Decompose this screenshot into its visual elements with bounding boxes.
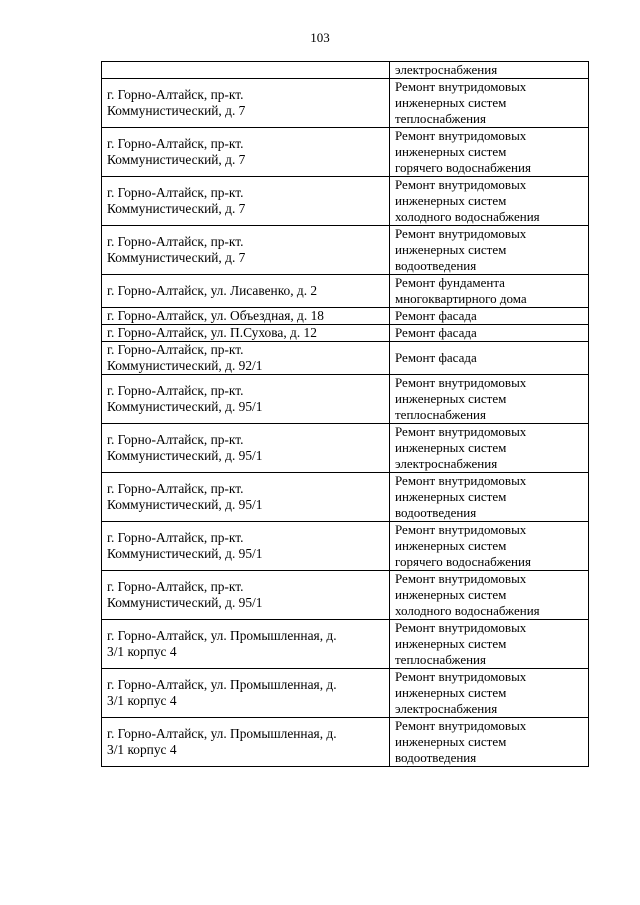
table-row: [102, 226, 589, 275]
address-cell: г. Горно-Алтайск, пр-кт. Коммунистический, д. 95/1: [102, 522, 390, 571]
page-number: 103: [310, 30, 330, 45]
table-row: [102, 375, 589, 424]
address-cell: г. Горно-Алтайск, пр-кт. Коммунистический, д. 95/1: [102, 375, 390, 424]
address-cell: [102, 62, 390, 79]
repair-works-table: [101, 61, 589, 767]
address-cell: г. Горно-Алтайск, пр-кт. Коммунистический, д. 95/1: [102, 571, 390, 620]
address-cell: г. Горно-Алтайск, пр-кт. Коммунистический, д. 95/1: [102, 424, 390, 473]
address-cell: г. Горно-Алтайск, ул. Промышленная, д. 3/1 корпус 4: [102, 620, 390, 669]
table-row: [102, 308, 589, 325]
work-type-cell: Ремонт внутридомовых инженерных систем горячего водоснабжения: [390, 522, 589, 571]
work-type-cell: Ремонт внутридомовых инженерных систем электроснабжения: [390, 669, 589, 718]
table-body: [102, 62, 589, 767]
address-cell: г. Горно-Алтайск, ул. Промышленная, д. 3/1 корпус 4: [102, 669, 390, 718]
address-cell: г. Горно-Алтайск, ул. Промышленная, д. 3/1 корпус 4: [102, 718, 390, 767]
table-row: [102, 79, 589, 128]
table-row: [102, 62, 589, 79]
address-cell: г. Горно-Алтайск, пр-кт. Коммунистический, д. 95/1: [102, 473, 390, 522]
address-cell: г. Горно-Алтайск, ул. Объездная, д. 18: [102, 308, 390, 325]
work-type-cell: Ремонт внутридомовых инженерных систем теплоснабжения: [390, 79, 589, 128]
table-row: [102, 571, 589, 620]
table-row: [102, 669, 589, 718]
work-type-cell: электроснабжения: [390, 62, 589, 79]
work-type-cell: Ремонт фасада: [390, 325, 589, 342]
work-type-cell: Ремонт внутридомовых инженерных систем холодного водоснабжения: [390, 571, 589, 620]
address-cell: г. Горно-Алтайск, пр-кт. Коммунистический, д. 7: [102, 128, 390, 177]
table-row: [102, 424, 589, 473]
table-row: [102, 718, 589, 767]
table-row: [102, 522, 589, 571]
work-type-cell: Ремонт внутридомовых инженерных систем водоотведения: [390, 718, 589, 767]
address-cell: г. Горно-Алтайск, пр-кт. Коммунистический, д. 7: [102, 79, 390, 128]
table-row: [102, 473, 589, 522]
address-cell: г. Горно-Алтайск, ул. П.Сухова, д. 12: [102, 325, 390, 342]
work-type-cell: Ремонт внутридомовых инженерных систем теплоснабжения: [390, 375, 589, 424]
work-type-cell: Ремонт внутридомовых инженерных систем водоотведения: [390, 226, 589, 275]
work-type-cell: Ремонт внутридомовых инженерных систем электроснабжения: [390, 424, 589, 473]
work-type-cell: Ремонт внутридомовых инженерных систем горячего водоснабжения: [390, 128, 589, 177]
address-cell: г. Горно-Алтайск, пр-кт. Коммунистический, д. 92/1: [102, 342, 390, 375]
table-row: [102, 342, 589, 375]
table-row: [102, 275, 589, 308]
work-type-cell: Ремонт фасада: [390, 308, 589, 325]
table-row: [102, 325, 589, 342]
address-cell: г. Горно-Алтайск, пр-кт. Коммунистический, д. 7: [102, 177, 390, 226]
work-type-cell: Ремонт фасада: [390, 342, 589, 375]
table-row: [102, 620, 589, 669]
work-type-cell: Ремонт фундамента многоквартирного дома: [390, 275, 589, 308]
work-type-cell: Ремонт внутридомовых инженерных систем теплоснабжения: [390, 620, 589, 669]
address-cell: г. Горно-Алтайск, пр-кт. Коммунистический, д. 7: [102, 226, 390, 275]
work-type-cell: Ремонт внутридомовых инженерных систем водоотведения: [390, 473, 589, 522]
table-row: [102, 128, 589, 177]
work-type-cell: Ремонт внутридомовых инженерных систем холодного водоснабжения: [390, 177, 589, 226]
table-row: [102, 177, 589, 226]
address-cell: г. Горно-Алтайск, ул. Лисавенко, д. 2: [102, 275, 390, 308]
